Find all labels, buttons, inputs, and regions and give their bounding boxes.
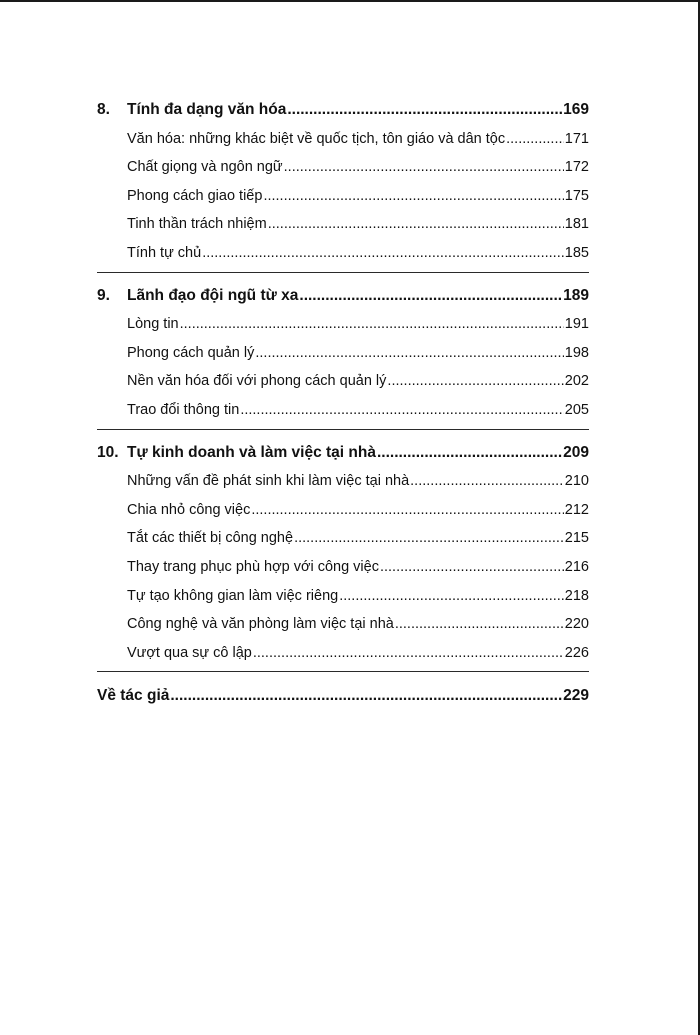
toc-about-author bbox=[97, 682, 589, 715]
toc-section[interactable] bbox=[97, 182, 589, 211]
toc-chapter-9 bbox=[97, 282, 589, 430]
page-number: 218 bbox=[564, 587, 589, 604]
dot-leader bbox=[380, 553, 564, 582]
dot-leader bbox=[294, 524, 564, 553]
toc-section[interactable] bbox=[97, 582, 589, 611]
dot-leader bbox=[251, 496, 563, 525]
toc-section[interactable] bbox=[97, 396, 589, 425]
dot-leader bbox=[284, 153, 564, 182]
page-number: 189 bbox=[563, 286, 589, 304]
page-number: 212 bbox=[564, 501, 589, 518]
toc-section[interactable] bbox=[97, 496, 589, 525]
chapter-number: 9. bbox=[97, 286, 110, 304]
page-number: 172 bbox=[564, 159, 589, 176]
toc-chapter-heading[interactable] bbox=[97, 282, 589, 311]
dot-leader bbox=[240, 396, 563, 425]
page-number: 181 bbox=[564, 216, 589, 233]
section-title: Trao đổi thông tin bbox=[127, 401, 240, 418]
section-title: Chất giọng và ngôn ngữ bbox=[127, 159, 283, 176]
toc-section[interactable] bbox=[97, 339, 589, 368]
page-number: 226 bbox=[564, 644, 589, 661]
page-number: 171 bbox=[564, 130, 589, 147]
toc-section[interactable] bbox=[97, 610, 589, 639]
toc-chapter-8 bbox=[97, 96, 589, 273]
toc-chapter-heading[interactable] bbox=[97, 439, 589, 468]
table-of-contents bbox=[97, 96, 589, 724]
section-title: Phong cách giao tiếp bbox=[127, 187, 263, 204]
dot-leader bbox=[339, 582, 564, 611]
chapter-title: Tính đa dạng văn hóa bbox=[127, 101, 287, 118]
page-number: 229 bbox=[563, 687, 589, 705]
page-number: 191 bbox=[564, 316, 589, 333]
page-number: 198 bbox=[564, 344, 589, 361]
section-title: Tự tạo không gian làm việc riêng bbox=[127, 587, 339, 604]
toc-section[interactable] bbox=[97, 210, 589, 239]
section-title: Thay trang phục phù hợp với công việc bbox=[127, 558, 379, 575]
dot-leader bbox=[387, 367, 563, 396]
toc-section[interactable] bbox=[97, 239, 589, 268]
dot-leader bbox=[377, 439, 562, 468]
dot-leader bbox=[170, 682, 562, 711]
page-number: 175 bbox=[564, 187, 589, 204]
page-edge-top bbox=[0, 0, 700, 2]
page-number: 220 bbox=[564, 616, 589, 633]
page-number: 185 bbox=[564, 244, 589, 261]
toc-chapter-10 bbox=[97, 439, 589, 673]
toc-section[interactable] bbox=[97, 125, 589, 154]
section-title: Tắt các thiết bị công nghệ bbox=[127, 530, 294, 547]
dot-leader bbox=[268, 210, 564, 239]
dot-leader bbox=[506, 125, 564, 154]
toc-chapter-heading[interactable] bbox=[97, 96, 589, 125]
section-title: Lòng tin bbox=[127, 316, 179, 333]
dot-leader bbox=[180, 310, 564, 339]
dot-leader bbox=[253, 639, 564, 668]
page-number: 210 bbox=[564, 473, 589, 490]
page-number: 216 bbox=[564, 558, 589, 575]
page-number: 205 bbox=[564, 401, 589, 418]
dot-leader bbox=[410, 467, 564, 496]
dot-leader bbox=[299, 282, 562, 311]
about-title: Về tác giả bbox=[97, 687, 170, 705]
section-title: Tính tự chủ bbox=[127, 244, 202, 261]
toc-section[interactable] bbox=[97, 639, 589, 668]
section-title: Tinh thần trách nhiệm bbox=[127, 216, 267, 233]
page-number: 209 bbox=[563, 443, 589, 461]
toc-section[interactable] bbox=[97, 367, 589, 396]
section-title: Văn hóa: những khác biệt về quốc tịch, tôn giáo và dân tộc bbox=[127, 130, 506, 147]
chapter-number: 10. bbox=[97, 443, 119, 461]
dot-leader bbox=[263, 182, 563, 211]
chapter-title: Tự kinh doanh và làm việc tại nhà bbox=[127, 443, 376, 461]
toc-section[interactable] bbox=[97, 524, 589, 553]
section-title: Công nghệ và văn phòng làm việc tại nhà bbox=[127, 616, 394, 633]
section-title: Nền văn hóa đối với phong cách quản lý bbox=[127, 373, 387, 390]
toc-section[interactable] bbox=[97, 553, 589, 582]
toc-section[interactable] bbox=[97, 153, 589, 182]
section-title: Chia nhỏ công việc bbox=[127, 501, 251, 518]
dot-leader bbox=[255, 339, 563, 368]
page-number: 169 bbox=[563, 101, 589, 118]
dot-leader bbox=[395, 610, 564, 639]
toc-section[interactable] bbox=[97, 310, 589, 339]
section-title: Những vấn đề phát sinh khi làm việc tại nhà bbox=[127, 473, 410, 490]
chapter-number: 8. bbox=[97, 101, 110, 118]
page-number: 215 bbox=[564, 530, 589, 547]
dot-leader bbox=[287, 96, 562, 125]
toc-about-heading[interactable] bbox=[97, 682, 589, 711]
toc-section[interactable] bbox=[97, 467, 589, 496]
section-title: Phong cách quản lý bbox=[127, 344, 255, 361]
page-number: 202 bbox=[564, 373, 589, 390]
chapter-title: Lãnh đạo đội ngũ từ xa bbox=[127, 286, 299, 304]
section-title: Vượt qua sự cô lập bbox=[127, 644, 252, 661]
dot-leader bbox=[202, 239, 564, 268]
